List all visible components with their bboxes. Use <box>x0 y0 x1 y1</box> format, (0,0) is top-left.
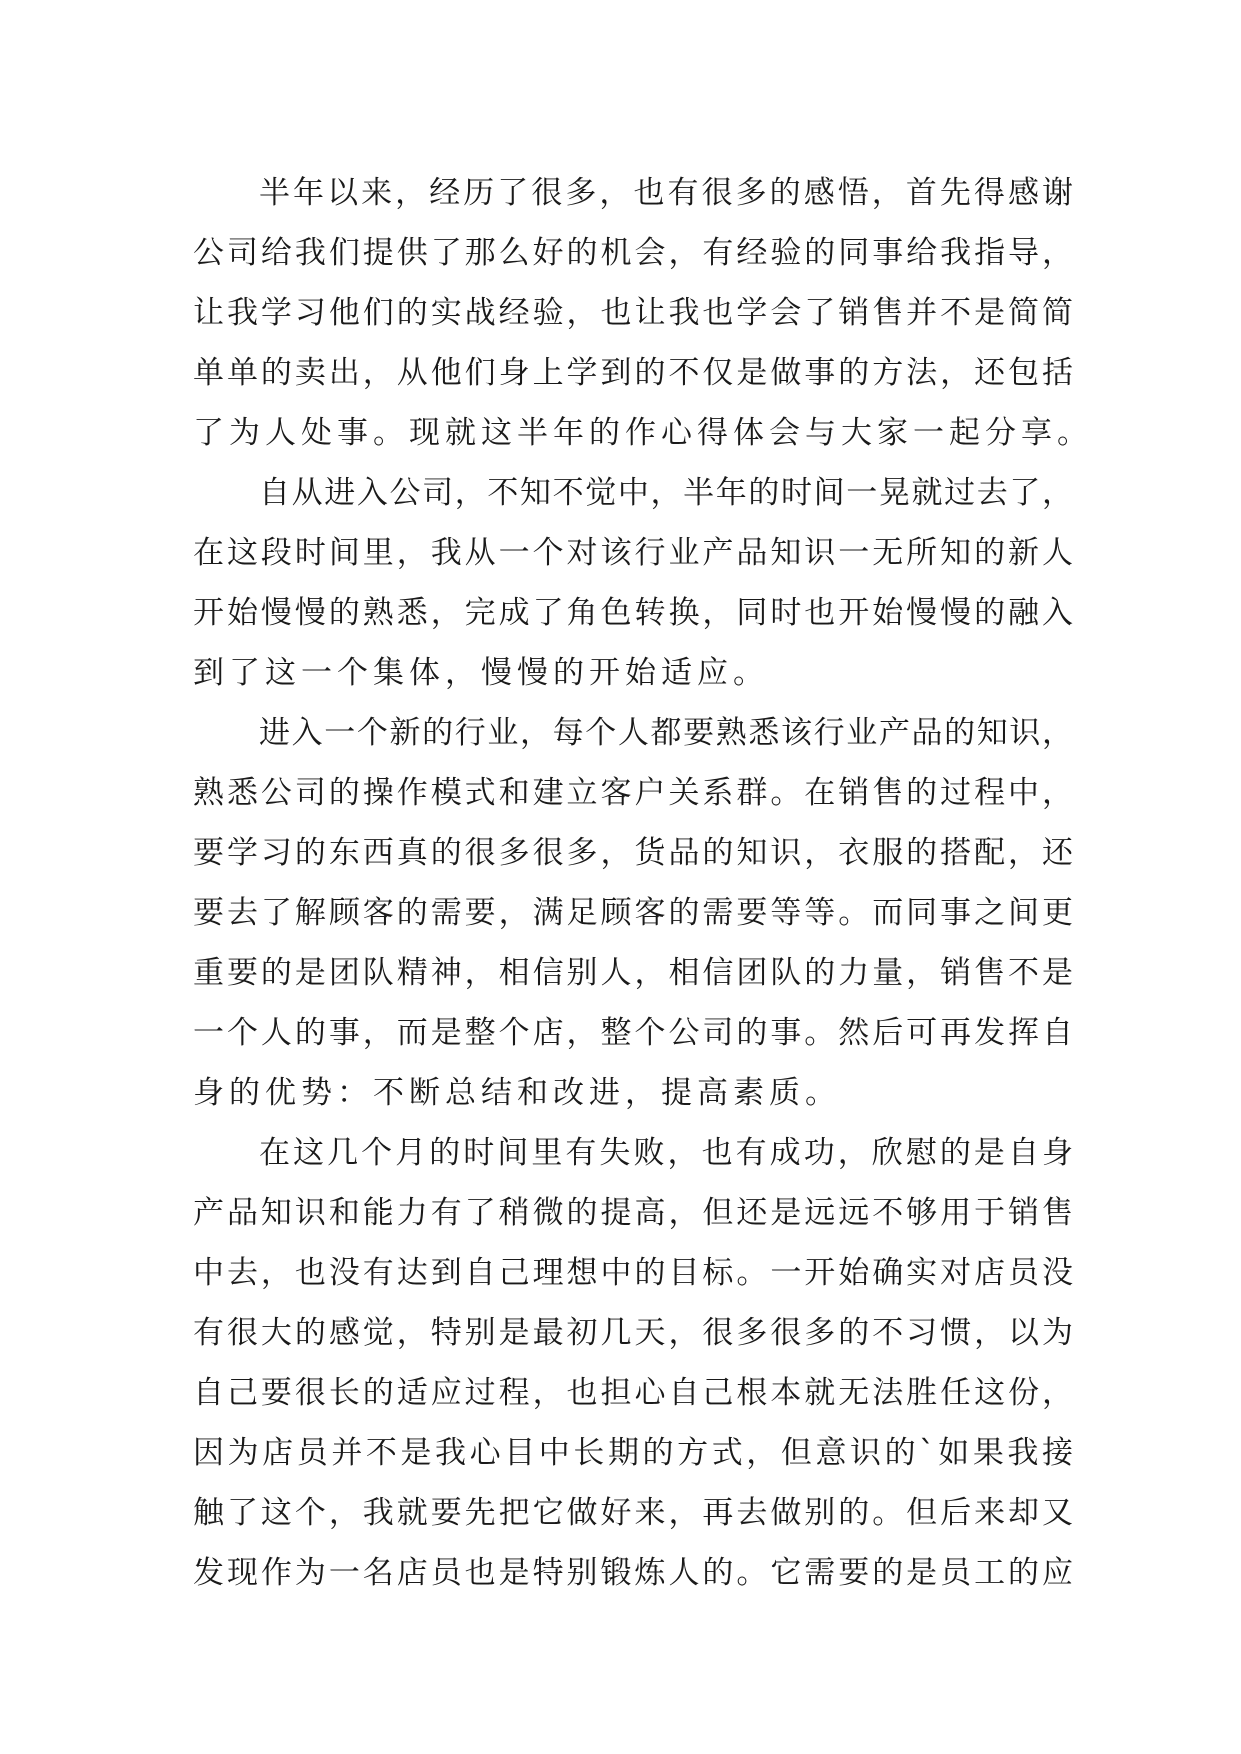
paragraph-4-line-6: 因为店员并不是我心目中长期的方式，但意识的`如果我接 <box>193 1435 1073 1471</box>
paragraph-2-line-2: 在这段时间里，我从一个对该行业产品知识一无所知的新人 <box>193 535 1073 571</box>
paragraph-2-line-3: 开始慢慢的熟悉，完成了角色转换，同时也开始慢慢的融入 <box>193 595 1073 631</box>
paragraph-2-line-4: 到了这一个集体，慢慢的开始适应。 <box>193 655 769 691</box>
paragraph-4-line-3: 中去，也没有达到自己理想中的目标。一开始确实对店员没 <box>193 1255 1073 1291</box>
paragraph-3-line-6: 一个人的事，而是整个店，整个公司的事。然后可再发挥自 <box>193 1015 1073 1051</box>
paragraph-2-line-1: 自从进入公司，不知不觉中，半年的时间一晃就过去了， <box>259 475 1073 511</box>
paragraph-4-line-7: 触了这个，我就要先把它做好来，再去做别的。但后来却又 <box>193 1495 1073 1531</box>
body-text <box>193 163 1093 1603</box>
paragraph-3-line-4: 要去了解顾客的需要，满足顾客的需要等等。而同事之间更 <box>193 895 1073 931</box>
paragraph-1-line-2: 公司给我们提供了那么好的机会，有经验的同事给我指导， <box>193 235 1073 271</box>
paragraph-1-line-3: 让我学习他们的实战经验，也让我也学会了销售并不是简简 <box>193 295 1073 331</box>
paragraph-4-line-5: 自己要很长的适应过程，也担心自己根本就无法胜任这份， <box>193 1375 1073 1411</box>
paragraph-3-line-1: 进入一个新的行业，每个人都要熟悉该行业产品的知识， <box>259 715 1073 751</box>
paragraph-1-line-1: 半年以来，经历了很多，也有很多的感悟，首先得感谢 <box>259 175 1073 211</box>
paragraph-1-line-5: 了为人处事。现就这半年的作心得体会与大家一起分享。 <box>193 415 1093 451</box>
paragraph-3-line-7: 身的优势：不断总结和改进，提高素质。 <box>193 1075 841 1111</box>
paragraph-3-line-2: 熟悉公司的操作模式和建立客户关系群。在销售的过程中， <box>193 775 1073 811</box>
paragraph-4-line-4: 有很大的感觉，特别是最初几天，很多很多的不习惯，以为 <box>193 1315 1073 1351</box>
paragraph-3-line-5: 重要的是团队精神，相信别人，相信团队的力量，销售不是 <box>193 955 1073 991</box>
paragraph-4-line-2: 产品知识和能力有了稍微的提高，但还是远远不够用于销售 <box>193 1195 1073 1231</box>
paragraph-1-line-4: 单单的卖出，从他们身上学到的不仅是做事的方法，还包括 <box>193 355 1073 391</box>
paragraph-4-line-1: 在这几个月的时间里有失败，也有成功，欣慰的是自身 <box>259 1135 1073 1171</box>
paragraph-3-line-3: 要学习的东西真的很多很多，货品的知识，衣服的搭配，还 <box>193 835 1073 871</box>
paragraph-4-line-8: 发现作为一名店员也是特别锻炼人的。它需要的是员工的应 <box>193 1555 1073 1591</box>
